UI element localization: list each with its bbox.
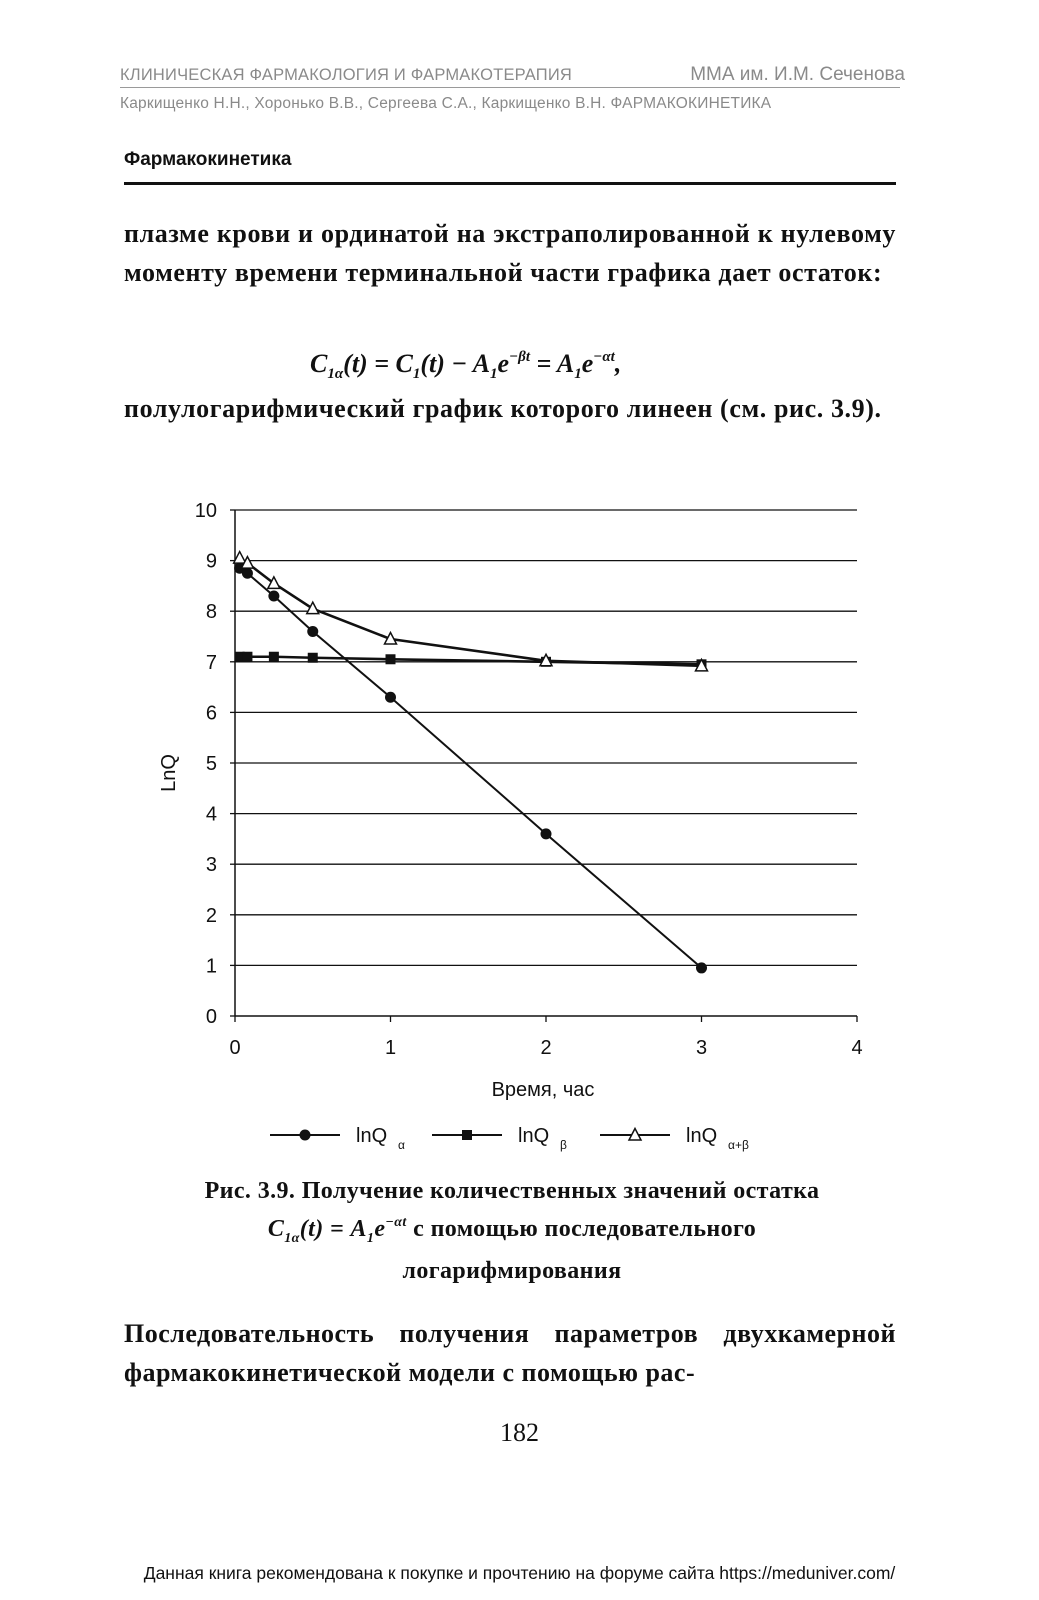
y-tick-label: 7 — [205, 651, 217, 674]
legend-label: lnQ — [686, 1125, 718, 1147]
figure-3-9-chart — [130, 490, 890, 1170]
x-axis-label: Время, час — [491, 1079, 595, 1101]
paragraph-2: полулогарифмический график которого линеен (см. рис. 3.9). — [124, 394, 882, 423]
publisher: ММА им. И.М. Сеченова — [690, 64, 905, 85]
section-title: Фармакокинетика — [124, 149, 292, 170]
footer-note: Данная книга рекомендована к покупке и прочтению на форуме сайта https://meduniver.com/ — [143, 1563, 896, 1583]
x-tick-label: 4 — [851, 1037, 863, 1059]
page-number: 182 — [500, 1418, 539, 1447]
legend-item-1 — [432, 1125, 567, 1152]
formula: $C_{1\alpha}(t) = C_1(t) - A_1e^{-\beta t} = A_1e^{-\alpha t}$, — [310, 349, 622, 382]
caption-line-2: $C_{1\alpha}(t) = A_1e^{-\alpha t}$ с помощью последовательного — [267, 1215, 757, 1246]
y-tick-label: 8 — [205, 601, 217, 624]
paragraph-1: плазме крови и ординатой на экстраполированной к нулевому моменту времени терминальной части графика дает остаток: — [124, 219, 896, 287]
data-point — [242, 652, 252, 662]
data-point — [696, 962, 707, 973]
y-tick-label: 6 — [205, 702, 217, 725]
header-divider — [120, 87, 900, 88]
y-tick-label: 9 — [205, 550, 217, 573]
legend-label-subscript: α — [398, 1138, 405, 1152]
legend-marker — [462, 1130, 472, 1140]
data-point — [307, 602, 319, 614]
data-point — [541, 828, 552, 839]
data-point — [385, 692, 396, 703]
legend-item-0 — [270, 1125, 405, 1152]
legend-item-2 — [600, 1125, 749, 1152]
data-point — [307, 626, 318, 637]
y-tick-label: 2 — [205, 904, 217, 927]
legend-label-subscript: α+β — [728, 1138, 749, 1152]
caption-line-1: Рис. 3.9. Получение количественных значений остатка — [204, 1178, 820, 1204]
authors-line: Каркищенко Н.Н., Хоронько В.В., Сергеева С.А., Каркищенко В.Н. ФАРМАКОКИНЕТИКА — [120, 95, 772, 112]
series-0 — [234, 563, 707, 974]
running-header — [120, 64, 905, 88]
y-tick-label: 10 — [194, 500, 217, 522]
data-point — [268, 591, 279, 602]
x-tick-label: 3 — [695, 1037, 708, 1059]
legend-label: lnQ — [356, 1125, 388, 1147]
y-tick-label: 3 — [205, 854, 217, 877]
y-tick-label: 5 — [205, 753, 217, 775]
book-title: КЛИНИЧЕСКАЯ ФАРМАКОЛОГИЯ И ФАРМАКОТЕРАПИЯ — [120, 66, 572, 84]
data-point — [308, 653, 318, 663]
x-tick-label: 1 — [384, 1037, 397, 1059]
paragraph-3: Последовательность получения параметров двухкамерной фармакокинетической модели с помощью рас- — [124, 1319, 896, 1387]
y-tick-label: 4 — [205, 803, 217, 826]
data-point — [386, 654, 396, 664]
y-tick-label: 0 — [205, 1006, 217, 1028]
series-1 — [235, 652, 707, 670]
y-axis-label: LnQ — [158, 754, 180, 792]
x-tick-label: 2 — [540, 1037, 552, 1059]
legend-label: lnQ — [518, 1125, 550, 1147]
legend-marker — [300, 1130, 311, 1141]
data-point — [269, 652, 279, 662]
y-tick-label: 1 — [205, 955, 217, 978]
section-divider — [124, 182, 896, 185]
x-tick-label: 0 — [229, 1037, 241, 1059]
legend-label-subscript: β — [560, 1138, 567, 1152]
caption-line-3: логарифмирования — [402, 1258, 622, 1284]
data-point — [242, 568, 253, 579]
figure-caption — [124, 1175, 900, 1287]
